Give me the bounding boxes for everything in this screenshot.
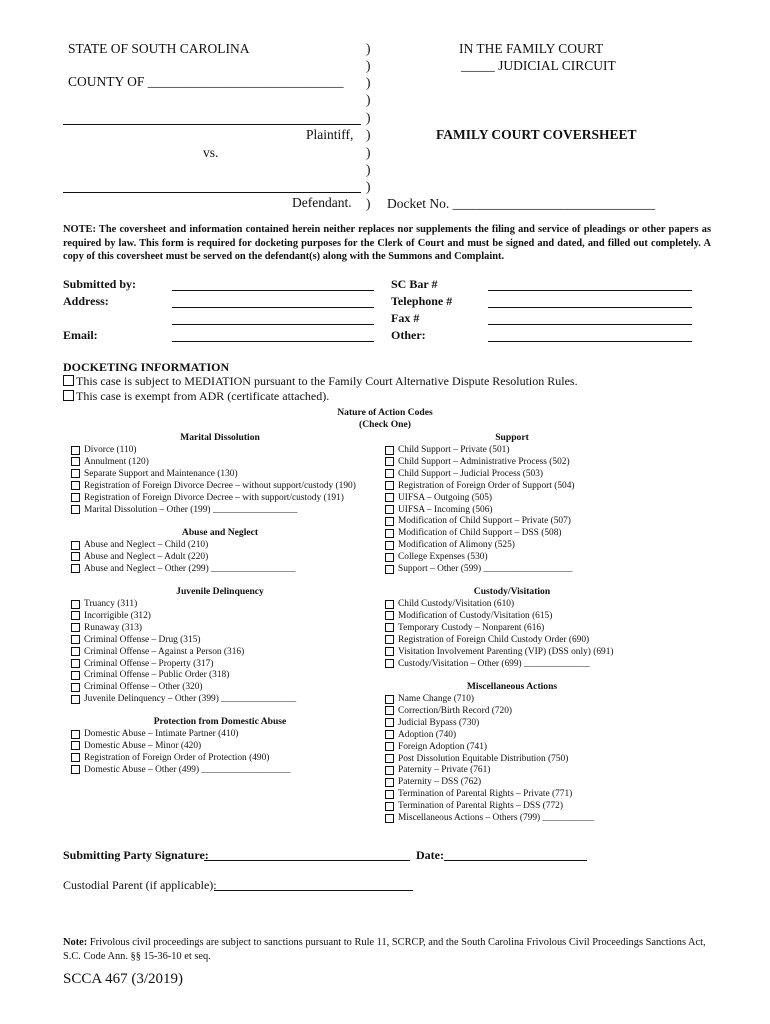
misc-checkbox[interactable] — [385, 695, 394, 704]
misc-option[interactable] — [385, 717, 479, 729]
custody-option[interactable] — [385, 646, 614, 658]
misc-option-label: Post Dissolution Equitable Distribution (750) — [398, 753, 569, 764]
mediation-option[interactable] — [63, 374, 578, 389]
marital-checkbox[interactable] — [71, 505, 80, 514]
custody-option[interactable] — [385, 658, 590, 670]
support-checkbox[interactable] — [385, 457, 394, 466]
defendant-label: Defendant. — [292, 195, 352, 210]
juvenile-option-label: Truancy (311) — [84, 599, 138, 609]
mediation-label: This case is subject to MEDIATION pursuant to the Family Court Alternative Dispute Resolution Rules. — [76, 374, 578, 388]
marital-option-label: Registration of Foreign Divorce Decree – without support/custody (190) — [84, 480, 356, 491]
submitted-by-field[interactable] — [172, 290, 374, 291]
protection-option[interactable] — [71, 764, 291, 776]
custodial-parent-label: Custodial Parent (if applicable): — [63, 878, 217, 892]
date-label: Date: — [416, 848, 444, 862]
support-checkbox[interactable] — [385, 565, 394, 574]
marital-checkbox[interactable] — [71, 469, 80, 478]
coversheet-note: NOTE: The coversheet and information contained herein neither replaces nor supplements the filing and service of pleadings or other papers as required by law. This form is required for docketing purposes for the Clerk of Court and must be signed and dated, and filled out completely. A copy of this coversheet must be served on the defendant(s) along with the Summons and Complaint. — [63, 224, 711, 263]
misc-option-label: Paternity – Private (761) — [398, 765, 491, 776]
custody-option-label: Registration of Foreign Child Custody Order (690) — [398, 634, 590, 645]
juvenile-option-label: Criminal Offense – Against a Person (316) — [84, 646, 245, 657]
adr-exempt-option[interactable] — [63, 389, 329, 404]
marital-option[interactable] — [71, 504, 297, 516]
juvenile-option-label: Runaway (313) — [84, 622, 143, 633]
sc-bar-label: SC Bar # — [391, 277, 438, 291]
circuit-field[interactable]: _____ JUDICIAL CIRCUIT — [461, 58, 616, 73]
misc-option[interactable] — [385, 776, 481, 788]
custody-option[interactable] — [385, 634, 589, 646]
nature-of-action-title: Nature of Action Codes — [337, 407, 433, 418]
custody-option-label: Visitation Involvement Parenting (VIP) (DSS only) (691) — [398, 646, 614, 657]
juvenile-checkbox[interactable] — [71, 623, 80, 632]
paren: ) — [366, 196, 371, 211]
juvenile-option[interactable] — [71, 610, 151, 622]
support-option-label: UIFSA – Incoming (506) — [398, 504, 493, 515]
telephone-label: Telephone # — [391, 294, 453, 308]
juvenile-delinquency-heading: Juvenile Delinquency — [176, 586, 264, 597]
marital-checkbox[interactable] — [71, 493, 80, 502]
juvenile-option[interactable] — [71, 646, 244, 658]
custodial-parent-field[interactable] — [214, 890, 413, 891]
note-text: Frivolous civil proceedings are subject to sanctions pursuant to Rule 11, SCRCP, and the South Carolina Frivolous Civil Proceedings Sanctions Act, S.C. Code Ann. §§ 15-36-10 et seq. — [63, 937, 706, 962]
juvenile-option[interactable] — [71, 669, 229, 681]
juvenile-checkbox[interactable] — [71, 647, 80, 656]
support-option-label: Support – Other (599) ___________________ — [398, 564, 573, 574]
protection-domestic-abuse-heading: Protection from Domestic Abuse — [153, 716, 287, 727]
abuse-checkbox[interactable] — [71, 552, 80, 561]
juvenile-checkbox[interactable] — [71, 611, 80, 620]
support-checkbox[interactable] — [385, 481, 394, 490]
abuse-neglect-heading: Abuse and Neglect — [181, 527, 259, 538]
protection-option[interactable] — [71, 740, 201, 752]
marital-option-label: Divorce (110) — [84, 445, 137, 455]
check-one-label: (Check One) — [359, 419, 411, 430]
support-option[interactable] — [385, 563, 572, 575]
support-checkbox[interactable] — [385, 493, 394, 502]
county-field[interactable]: COUNTY OF _____________________________ — [68, 74, 344, 89]
misc-option[interactable] — [385, 788, 572, 800]
abuse-checkbox[interactable] — [71, 541, 80, 550]
docketing-heading: DOCKETING INFORMATION — [63, 360, 230, 374]
paren: ) — [366, 110, 371, 125]
vs-label: vs. — [203, 145, 219, 160]
paren: ) — [366, 41, 371, 56]
juvenile-option-label: Criminal Offense – Property (317) — [84, 658, 214, 669]
marital-checkbox[interactable] — [71, 457, 80, 466]
custody-checkbox[interactable] — [385, 611, 394, 620]
marital-option[interactable] — [71, 492, 344, 504]
misc-checkbox[interactable] — [385, 814, 394, 823]
custody-option-label: Custody/Visitation – Other (699) ______________ — [398, 658, 590, 669]
misc-option-label: Name Change (710) — [398, 694, 475, 704]
marital-dissolution-heading: Marital Dissolution — [180, 432, 260, 443]
plaintiff-label: Plaintiff, — [306, 127, 354, 142]
misc-option[interactable] — [385, 753, 568, 765]
marital-checkbox[interactable] — [71, 446, 80, 455]
support-option-label: UIFSA – Outgoing (505) — [398, 492, 493, 503]
support-option-label: Modification of Child Support – DSS (508) — [398, 528, 562, 539]
support-option[interactable] — [385, 504, 493, 516]
juvenile-option[interactable] — [71, 681, 203, 693]
misc-checkbox[interactable] — [385, 742, 394, 751]
support-heading: Support — [495, 432, 529, 443]
marital-option[interactable] — [71, 480, 356, 492]
paren: ) — [366, 58, 371, 73]
abuse-option-label: Abuse and Neglect – Other (299) __________________ — [84, 563, 296, 574]
protection-option[interactable] — [71, 728, 238, 740]
misc-checkbox[interactable] — [385, 718, 394, 727]
misc-checkbox[interactable] — [385, 730, 394, 739]
other-label: Other: — [391, 328, 426, 342]
custody-option[interactable] — [385, 598, 514, 610]
protection-option-label: Registration of Foreign Order of Protection (490) — [84, 752, 270, 763]
juvenile-option[interactable] — [71, 598, 137, 610]
email-field[interactable] — [172, 341, 374, 342]
support-checkbox[interactable] — [385, 469, 394, 478]
telephone-field[interactable] — [488, 307, 692, 308]
protection-option-label: Domestic Abuse – Other (499) ___________________ — [84, 764, 291, 775]
paren: ) — [366, 162, 371, 177]
support-option-label: Modification of Alimony (525) — [398, 540, 515, 551]
court-label: IN THE FAMILY COURT — [459, 41, 604, 56]
paren: ) — [366, 179, 371, 194]
misc-option[interactable] — [385, 812, 594, 824]
custody-checkbox[interactable] — [385, 623, 394, 632]
misc-checkbox[interactable] — [385, 778, 394, 787]
marital-checkbox[interactable] — [71, 481, 80, 490]
protection-checkbox[interactable] — [71, 730, 80, 739]
misc-option[interactable] — [385, 705, 512, 717]
address-label: Address: — [63, 294, 109, 308]
note-label: Note: — [63, 937, 88, 948]
abuse-option[interactable] — [71, 551, 208, 563]
defendant-name-line[interactable] — [63, 192, 361, 193]
misc-option[interactable] — [385, 800, 563, 812]
juvenile-checkbox[interactable] — [71, 600, 80, 609]
marital-option[interactable] — [71, 468, 238, 480]
support-option-label: Child Support – Administrative Process (502) — [398, 456, 570, 467]
other-field[interactable] — [488, 341, 692, 342]
misc-option-label: Foreign Adoption (741) — [398, 741, 488, 752]
miscellaneous-actions-heading: Miscellaneous Actions — [466, 681, 558, 692]
abuse-option-label: Abuse and Neglect – Adult (220) — [84, 551, 209, 562]
paren: ) — [366, 127, 371, 142]
support-option[interactable] — [385, 515, 571, 527]
address-field-line-1[interactable] — [172, 307, 374, 308]
juvenile-option[interactable] — [71, 693, 296, 705]
custody-checkbox[interactable] — [385, 635, 394, 644]
misc-option-label: Termination of Parental Rights – Private (771) — [398, 789, 573, 800]
form-title: FAMILY COURT COVERSHEET — [436, 127, 637, 142]
protection-checkbox[interactable] — [71, 765, 80, 774]
form-number: SCCA 467 (3/2019) — [63, 971, 184, 987]
misc-option[interactable] — [385, 764, 490, 776]
submitted-by-label: Submitted by: — [63, 277, 137, 291]
juvenile-checkbox[interactable] — [71, 671, 80, 680]
support-checkbox[interactable] — [385, 505, 394, 514]
misc-checkbox[interactable] — [385, 790, 394, 799]
marital-option[interactable] — [71, 444, 137, 456]
misc-checkbox[interactable] — [385, 706, 394, 715]
juvenile-option[interactable] — [71, 622, 142, 634]
juvenile-option-label: Criminal Offense – Other (320) — [84, 682, 203, 693]
marital-option[interactable] — [71, 456, 149, 468]
marital-option-label: Separate Support and Maintenance (130) — [84, 468, 238, 479]
juvenile-checkbox[interactable] — [71, 659, 80, 668]
support-option[interactable] — [385, 551, 488, 563]
custody-visitation-heading: Custody/Visitation — [473, 586, 551, 597]
adr-exempt-label: This case is exempt from ADR (certificate attached). — [76, 389, 330, 403]
frivolous-proceedings-note — [63, 936, 713, 963]
misc-option-label: Correction/Birth Record (720) — [398, 705, 513, 716]
sc-bar-field[interactable] — [488, 290, 692, 291]
misc-option-label: Adoption (740) — [398, 729, 457, 740]
misc-option[interactable] — [385, 693, 474, 705]
abuse-checkbox[interactable] — [71, 564, 80, 573]
misc-checkbox[interactable] — [385, 754, 394, 763]
signature-label: Submitting Party Signature: — [63, 848, 209, 862]
custody-checkbox[interactable] — [385, 600, 394, 609]
marital-option-label: Annulment (120) — [84, 456, 149, 467]
mediation-checkbox[interactable] — [63, 375, 74, 386]
support-option[interactable] — [385, 527, 562, 539]
abuse-option-label: Abuse and Neglect – Child (210) — [84, 540, 209, 550]
misc-option-label: Termination of Parental Rights – DSS (772) — [398, 801, 563, 812]
fax-field[interactable] — [488, 324, 692, 325]
protection-option[interactable] — [71, 752, 269, 764]
abuse-option[interactable] — [71, 539, 208, 551]
misc-checkbox[interactable] — [385, 766, 394, 775]
misc-option-label: Judicial Bypass (730) — [398, 717, 480, 728]
fax-label: Fax # — [391, 311, 420, 325]
support-option[interactable] — [385, 456, 570, 468]
state-label: STATE OF SOUTH CAROLINA — [68, 41, 250, 56]
support-option[interactable] — [385, 480, 575, 492]
custody-option-label: Child Custody/Visitation (610) — [398, 599, 515, 609]
protection-checkbox[interactable] — [71, 753, 80, 762]
paren: ) — [366, 92, 371, 107]
support-checkbox[interactable] — [385, 529, 394, 538]
misc-option[interactable] — [385, 741, 487, 753]
support-option-label: Child Support – Private (501) — [398, 445, 510, 455]
support-option-label: Modification of Child Support – Private (507) — [398, 516, 571, 527]
custody-option[interactable] — [385, 610, 552, 622]
paren: ) — [366, 145, 371, 160]
support-option-label: College Expenses (530) — [398, 552, 488, 563]
juvenile-option[interactable] — [71, 658, 214, 670]
support-option[interactable] — [385, 492, 492, 504]
plaintiff-name-line[interactable] — [63, 124, 361, 125]
juvenile-checkbox[interactable] — [71, 695, 80, 704]
juvenile-option-label: Juvenile Delinquency – Other (399) ________________ — [84, 694, 297, 705]
custody-option-label: Modification of Custody/Visitation (615) — [398, 610, 553, 621]
juvenile-option-label: Criminal Offense – Drug (315) — [84, 634, 201, 645]
custody-option[interactable] — [385, 622, 544, 634]
abuse-option[interactable] — [71, 563, 295, 575]
misc-checkbox[interactable] — [385, 802, 394, 811]
misc-option-label: Miscellaneous Actions – Others (799) ___________ — [398, 813, 595, 823]
docket-number-field[interactable]: Docket No. ______________________________ — [387, 196, 656, 211]
juvenile-checkbox[interactable] — [71, 683, 80, 692]
adr-exempt-checkbox[interactable] — [63, 390, 74, 401]
marital-option-label: Marital Dissolution – Other (199) __________________ — [84, 504, 298, 515]
marital-option-label: Registration of Foreign Divorce Decree – with support/custody (191) — [84, 492, 344, 503]
juvenile-option[interactable] — [71, 634, 200, 646]
support-option[interactable] — [385, 468, 543, 480]
support-option-label: Child Support – Judicial Process (503) — [398, 468, 544, 479]
juvenile-option-label: Incorrigible (312) — [84, 610, 151, 621]
juvenile-option-label: Criminal Offense – Public Order (318) — [84, 670, 230, 681]
protection-option-label: Domestic Abuse – Minor (420) — [84, 740, 202, 751]
address-field-line-2[interactable] — [172, 324, 374, 325]
paren: ) — [366, 75, 371, 90]
protection-checkbox[interactable] — [71, 741, 80, 750]
custody-checkbox[interactable] — [385, 659, 394, 668]
custody-option-label: Temporary Custody – Nonparent (616) — [398, 622, 545, 633]
custody-checkbox[interactable] — [385, 647, 394, 656]
misc-option[interactable] — [385, 729, 456, 741]
signature-field[interactable] — [204, 860, 410, 861]
support-checkbox[interactable] — [385, 517, 394, 526]
support-checkbox[interactable] — [385, 541, 394, 550]
protection-option-label: Domestic Abuse – Intimate Partner (410) — [84, 729, 239, 739]
support-option[interactable] — [385, 539, 515, 551]
juvenile-checkbox[interactable] — [71, 635, 80, 644]
date-field[interactable] — [444, 860, 587, 861]
misc-option-label: Paternity – DSS (762) — [398, 777, 482, 788]
support-option-label: Registration of Foreign Order of Support (504) — [398, 480, 575, 491]
support-checkbox[interactable] — [385, 446, 394, 455]
support-checkbox[interactable] — [385, 553, 394, 562]
support-option[interactable] — [385, 444, 509, 456]
email-label: Email: — [63, 328, 98, 342]
